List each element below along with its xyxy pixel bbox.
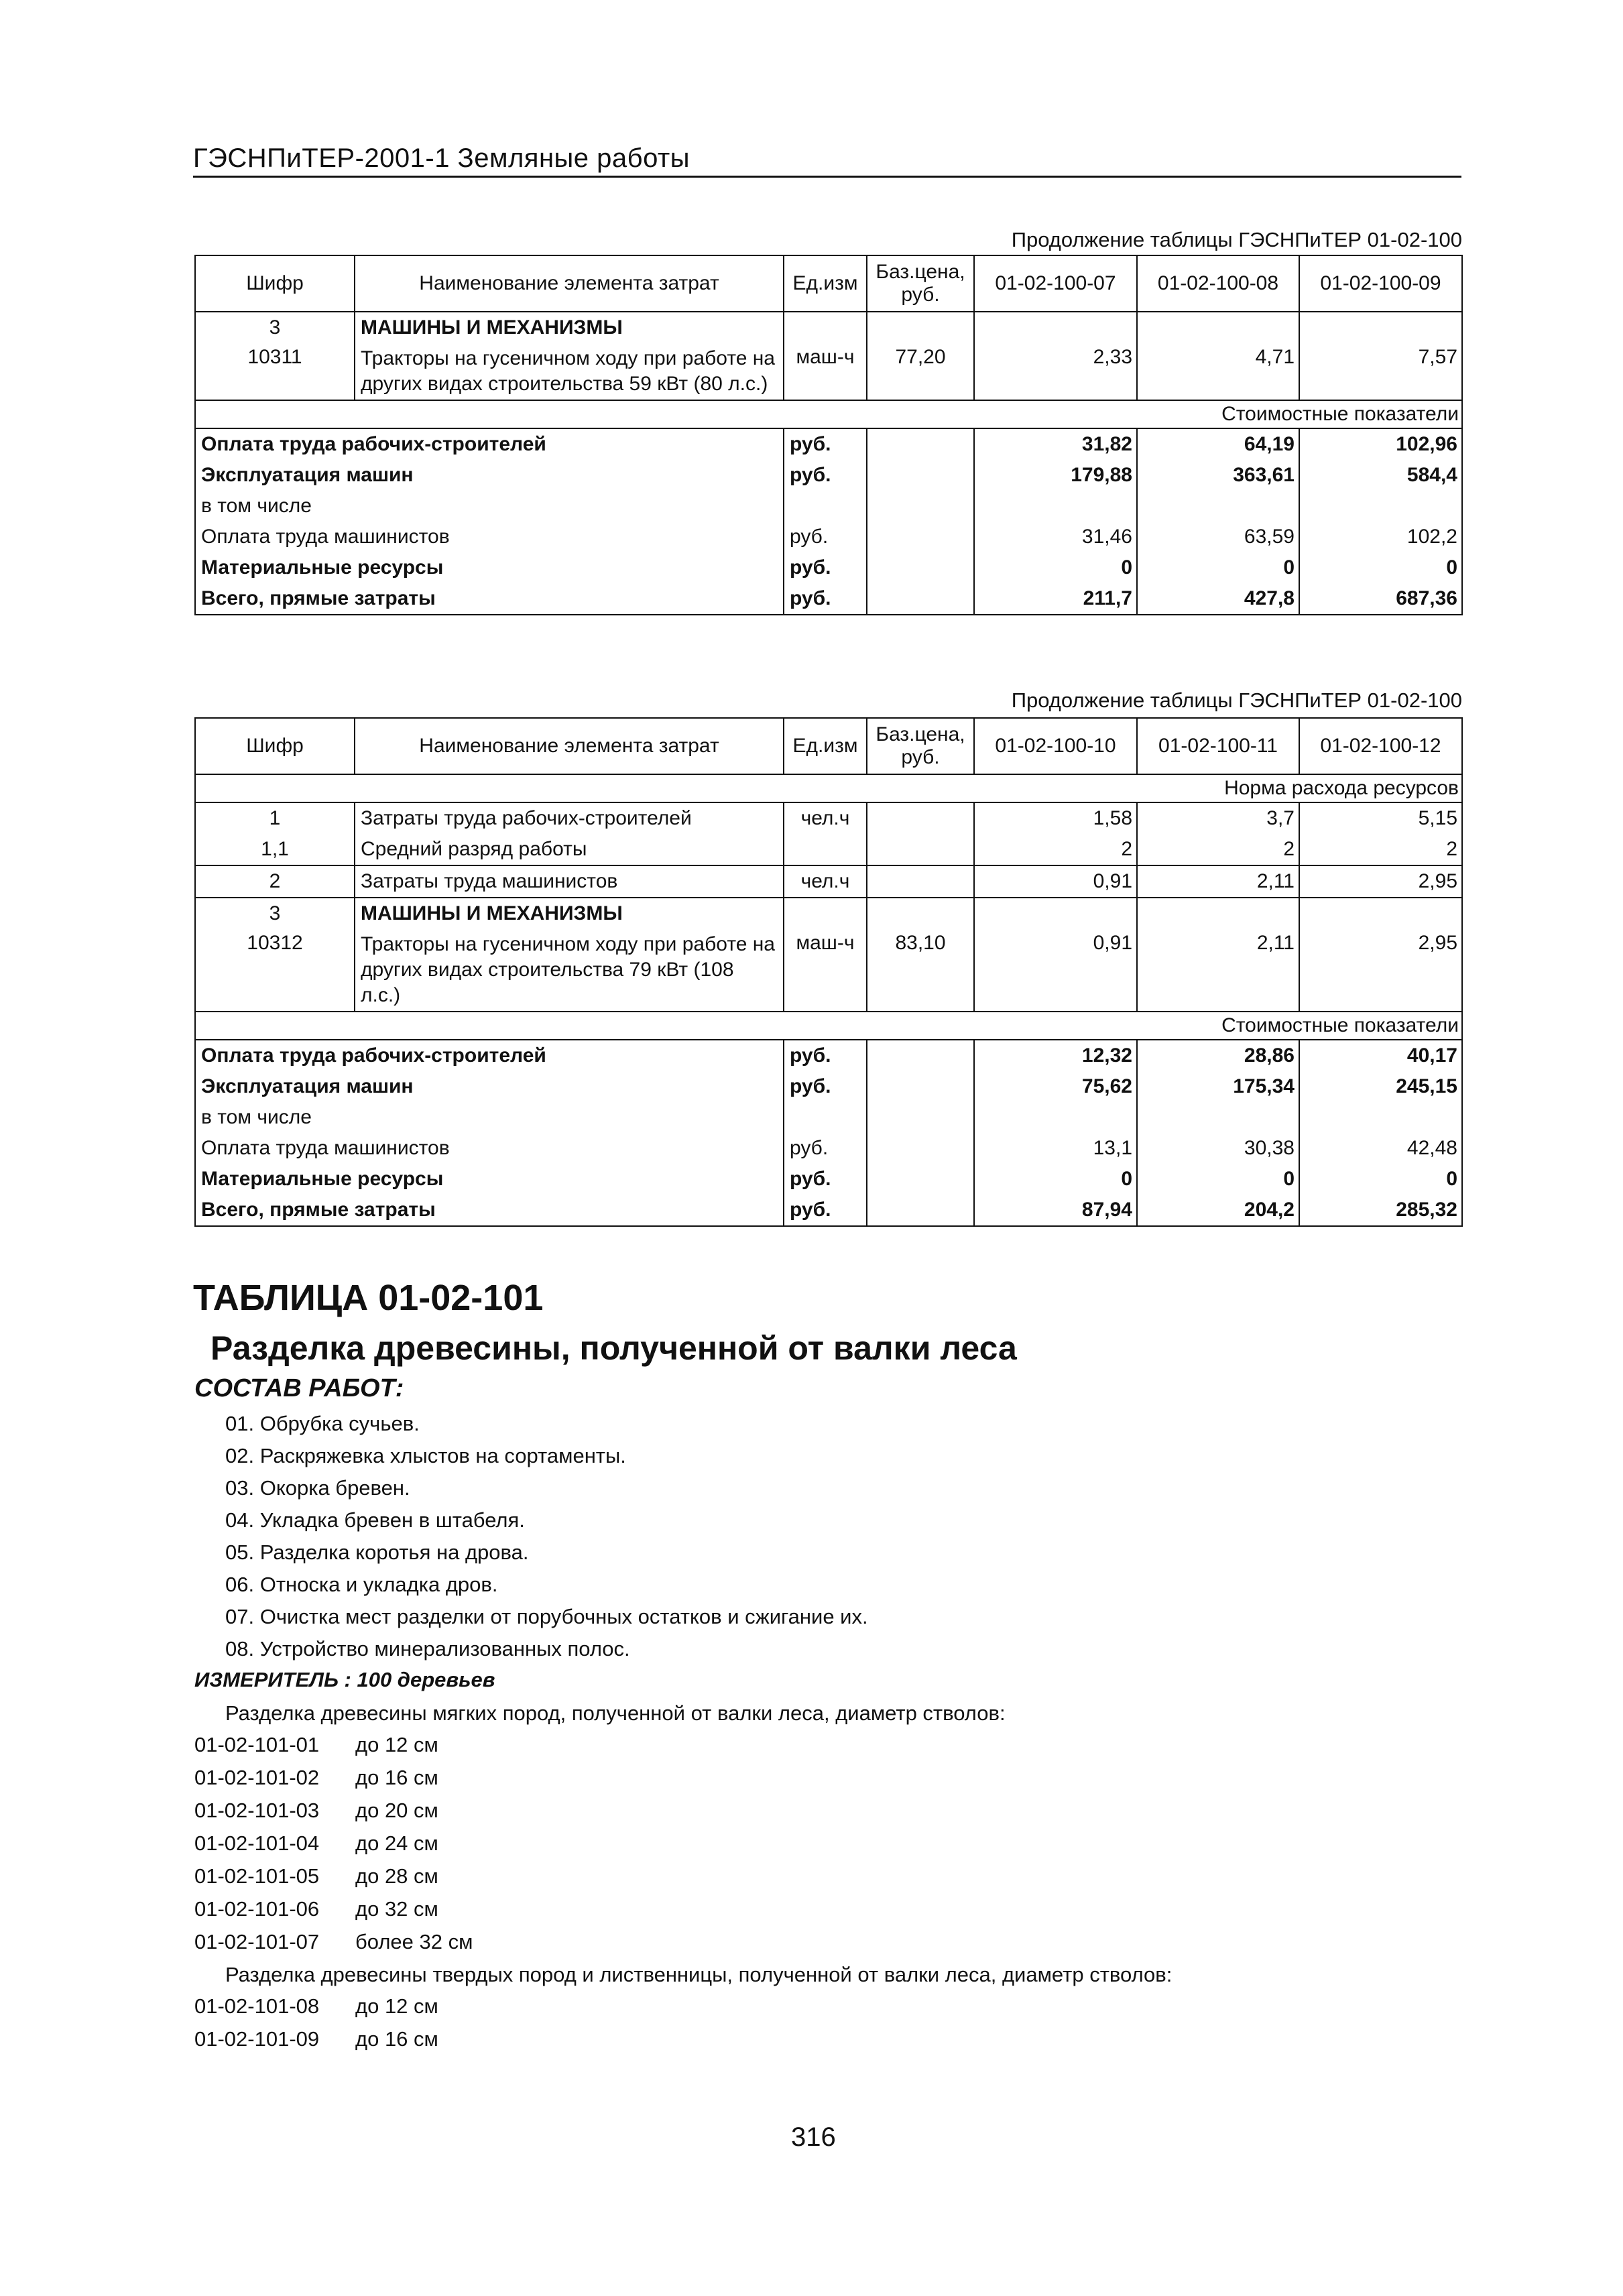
item-desc: до 28 см <box>355 1864 438 1888</box>
item-desc: до 16 см <box>355 2027 438 2051</box>
cell-unit: руб. <box>784 522 867 552</box>
list-item: 01. Обрубка сучьев. <box>225 1412 420 1435</box>
cell-value: 40,17 <box>1299 1040 1462 1071</box>
cell-name: Оплата труда машинистов <box>195 1133 784 1164</box>
item-code: 01-02-101-06 <box>194 1897 320 1921</box>
section-label: Стоимостные показатели <box>195 1012 1462 1040</box>
list-item: 04. Укладка бревен в штабеля. <box>225 1508 525 1532</box>
list-item <box>194 1925 473 1958</box>
cell-value: 2,95 <box>1299 929 1462 1012</box>
cell-unit: руб. <box>784 1071 867 1102</box>
col-price-header: Баз.цена, руб. <box>867 255 974 312</box>
table-row <box>195 491 1462 522</box>
cell-group-name: МАШИНЫ И МЕХАНИЗМЫ <box>355 312 784 343</box>
list-item: 05. Разделка коротья на дрова. <box>225 1540 529 1564</box>
cell-name: Тракторы на гусеничном ходу при работе на других видах строительства 59 кВт (80 л.с.) <box>355 343 784 400</box>
cell-name: Эксплуатация машин <box>195 460 784 491</box>
cell-value: 13,1 <box>974 1133 1137 1164</box>
cell-name: Эксплуатация машин <box>195 1071 784 1102</box>
list-item: 03. Окорка бревен. <box>225 1476 410 1500</box>
item-desc: более 32 см <box>355 1930 473 1953</box>
section-label-row <box>195 1012 1462 1040</box>
cell-name: Оплата труда рабочих-строителей <box>195 1040 784 1071</box>
cell-name: в том числе <box>195 491 784 522</box>
cell-value: 3,7 <box>1137 802 1299 834</box>
table2-continuation-label: Продолжение таблицы ГЭСНПиТЕР 01-02-100 <box>1011 688 1462 712</box>
cell-value: 0,91 <box>974 929 1137 1012</box>
col-price-header: Баз.цена, руб. <box>867 718 974 774</box>
cell-shifr: 1 <box>195 802 355 834</box>
cell-value: 0 <box>974 552 1137 583</box>
item-code: 01-02-101-04 <box>194 1831 320 1855</box>
list-item <box>194 1794 473 1827</box>
measurer-line: ИЗМЕРИТЕЛЬ : 100 деревьев <box>194 1668 495 1691</box>
cell-value: 2,95 <box>1299 865 1462 898</box>
cell-value: 0 <box>1299 1164 1462 1195</box>
table2 <box>194 717 1463 1227</box>
list-item <box>194 1761 473 1794</box>
cell-value: 30,38 <box>1137 1133 1299 1164</box>
cell-value: 584,4 <box>1299 460 1462 491</box>
cell-value: 2,11 <box>1137 865 1299 898</box>
cell-value: 0,91 <box>974 865 1137 898</box>
cell-unit: руб. <box>784 1040 867 1071</box>
cell-name: Оплата труда машинистов <box>195 522 784 552</box>
cell-name: Затраты труда рабочих-строителей <box>355 802 784 834</box>
running-header: ГЭСНПиТЕР-2001-1 Земляные работы <box>193 143 690 173</box>
item-desc: до 20 см <box>355 1799 438 1822</box>
cell-shifr: 3 <box>195 898 355 929</box>
list-item <box>194 1892 473 1925</box>
cell-value: 28,86 <box>1137 1040 1299 1071</box>
list-item <box>194 1728 473 1761</box>
col-code-header: 01-02-100-10 <box>974 718 1137 774</box>
cell-shifr: 10311 <box>195 343 355 400</box>
table-row <box>195 343 1462 400</box>
cell-value: 12,32 <box>974 1040 1137 1071</box>
table-row <box>195 834 1462 865</box>
cell-unit: руб. <box>784 583 867 615</box>
item-code: 01-02-101-03 <box>194 1799 320 1822</box>
list-item: 02. Раскряжевка хлыстов на сортаменты. <box>225 1444 626 1467</box>
section-label: Стоимостные показатели <box>195 400 1462 428</box>
cell-value: 31,46 <box>974 522 1137 552</box>
cell-name: Затраты труда машинистов <box>355 865 784 898</box>
table1-continuation-label: Продолжение таблицы ГЭСНПиТЕР 01-02-100 <box>1011 228 1462 251</box>
cell-shifr: 3 <box>195 312 355 343</box>
cell-value: 5,15 <box>1299 802 1462 834</box>
page-number: 316 <box>791 2122 836 2152</box>
cell-name: Средний разряд работы <box>355 834 784 865</box>
list-item <box>194 1990 438 2022</box>
cell-value: 87,94 <box>974 1195 1137 1226</box>
col-code-header: 01-02-100-08 <box>1137 255 1299 312</box>
cell-shifr: 2 <box>195 865 355 898</box>
table1-header-row <box>195 255 1462 312</box>
cell-value: 179,88 <box>974 460 1137 491</box>
cell-value: 64,19 <box>1137 428 1299 460</box>
table-title: ТАБЛИЦА 01-02-101 <box>193 1278 544 1318</box>
list-item: 06. Относка и укладка дров. <box>225 1573 498 1596</box>
table-row <box>195 1195 1462 1226</box>
works-heading: СОСТАВ РАБОТ: <box>194 1374 404 1402</box>
table-row <box>195 929 1462 1012</box>
table2-header-row <box>195 718 1462 774</box>
cell-group-name: МАШИНЫ И МЕХАНИЗМЫ <box>355 898 784 929</box>
item-code: 01-02-101-02 <box>194 1766 320 1789</box>
table-row <box>195 1102 1462 1133</box>
col-code-header: 01-02-100-09 <box>1299 255 1462 312</box>
hard-items-list <box>194 1990 438 2055</box>
cell-unit: руб. <box>784 1195 867 1226</box>
cell-shifr: 1,1 <box>195 834 355 865</box>
header-rule <box>193 176 1461 178</box>
table-row <box>195 1133 1462 1164</box>
table-subtitle: Разделка древесины, полученной от валки леса <box>211 1329 1017 1367</box>
table-row <box>195 460 1462 491</box>
table-row <box>195 865 1462 898</box>
cell-value: 175,34 <box>1137 1071 1299 1102</box>
cell-value: 245,15 <box>1299 1071 1462 1102</box>
cell-value: 285,32 <box>1299 1195 1462 1226</box>
cell-name: Оплата труда рабочих-строителей <box>195 428 784 460</box>
cell-name: Тракторы на гусеничном ходу при работе на других видах строительства 79 кВт (108 л.с.) <box>355 929 784 1012</box>
cell-value: 2,33 <box>974 343 1137 400</box>
col-unit-header: Ед.изм <box>784 718 867 774</box>
col-code-header: 01-02-100-07 <box>974 255 1137 312</box>
cell-value: 211,7 <box>974 583 1137 615</box>
item-code: 01-02-101-07 <box>194 1930 320 1953</box>
cell-price: 83,10 <box>867 929 974 1012</box>
cell-name: Материальные ресурсы <box>195 1164 784 1195</box>
cell-value: 75,62 <box>974 1071 1137 1102</box>
cell-unit: маш-ч <box>784 929 867 1012</box>
item-code: 01-02-101-01 <box>194 1733 320 1756</box>
cell-unit: руб. <box>784 1164 867 1195</box>
col-unit-header: Ед.изм <box>784 255 867 312</box>
table-row <box>195 312 1462 343</box>
cell-value: 2 <box>1299 834 1462 865</box>
cell-price: 77,20 <box>867 343 974 400</box>
table-row <box>195 552 1462 583</box>
cell-value: 7,57 <box>1299 343 1462 400</box>
cell-value: 687,36 <box>1299 583 1462 615</box>
cell-value: 102,96 <box>1299 428 1462 460</box>
norm-label: Норма расхода ресурсов <box>195 774 1462 802</box>
cell-value: 4,71 <box>1137 343 1299 400</box>
soft-items-list <box>194 1728 473 1958</box>
list-item: 08. Устройство минерализованных полос. <box>225 1637 630 1660</box>
item-desc: до 32 см <box>355 1897 438 1921</box>
cell-value: 363,61 <box>1137 460 1299 491</box>
col-code-header: 01-02-100-12 <box>1299 718 1462 774</box>
cell-name: Материальные ресурсы <box>195 552 784 583</box>
item-desc: до 16 см <box>355 1766 438 1789</box>
section-label-row <box>195 774 1462 802</box>
cell-value: 31,82 <box>974 428 1137 460</box>
cell-unit: чел.ч <box>784 865 867 898</box>
list-item <box>194 2022 438 2055</box>
table1 <box>194 255 1463 615</box>
cell-value: 0 <box>1299 552 1462 583</box>
table-row <box>195 583 1462 615</box>
cell-value: 1,58 <box>974 802 1137 834</box>
cell-value: 0 <box>1137 552 1299 583</box>
table-row <box>195 1071 1462 1102</box>
cell-name: Всего, прямые затраты <box>195 1195 784 1226</box>
cell-value: 2 <box>1137 834 1299 865</box>
item-desc: до 12 см <box>355 1994 438 2018</box>
hard-intro: Разделка древесины твердых пород и лиственницы, полученной от валки леса, диаметр стволов: <box>225 1963 1173 1986</box>
table-row <box>195 522 1462 552</box>
item-desc: до 12 см <box>355 1733 438 1756</box>
col-shifr-header: Шифр <box>195 718 355 774</box>
col-name-header: Наименование элемента затрат <box>355 718 784 774</box>
list-item <box>194 1860 473 1892</box>
cell-unit: чел.ч <box>784 802 867 834</box>
list-item: 07. Очистка мест разделки от порубочных остатков и сжигание их. <box>225 1605 868 1628</box>
cell-unit: руб. <box>784 1133 867 1164</box>
item-code: 01-02-101-09 <box>194 2027 320 2051</box>
cell-unit: руб. <box>784 460 867 491</box>
cell-value: 102,2 <box>1299 522 1462 552</box>
cell-value: 2,11 <box>1137 929 1299 1012</box>
table-row <box>195 898 1462 929</box>
cell-value: 204,2 <box>1137 1195 1299 1226</box>
cell-value: 427,8 <box>1137 583 1299 615</box>
cell-value: 42,48 <box>1299 1133 1462 1164</box>
col-name-header: Наименование элемента затрат <box>355 255 784 312</box>
item-desc: до 24 см <box>355 1831 438 1855</box>
cell-value: 0 <box>974 1164 1137 1195</box>
works-list <box>225 1408 868 1665</box>
cell-value: 2 <box>974 834 1137 865</box>
cell-unit: руб. <box>784 428 867 460</box>
table-row <box>195 1164 1462 1195</box>
section-label-row <box>195 400 1462 428</box>
cell-value: 63,59 <box>1137 522 1299 552</box>
table-row <box>195 1040 1462 1071</box>
item-code: 01-02-101-08 <box>194 1994 320 2018</box>
list-item <box>194 1827 473 1860</box>
cell-value: 0 <box>1137 1164 1299 1195</box>
item-code: 01-02-101-05 <box>194 1864 320 1888</box>
cell-unit: маш-ч <box>784 343 867 400</box>
table-row <box>195 802 1462 834</box>
col-code-header: 01-02-100-11 <box>1137 718 1299 774</box>
soft-intro: Разделка древесины мягких пород, полученной от валки леса, диаметр стволов: <box>225 1701 1006 1725</box>
table-row <box>195 428 1462 460</box>
cell-name: в том числе <box>195 1102 784 1133</box>
cell-unit: руб. <box>784 552 867 583</box>
col-shifr-header: Шифр <box>195 255 355 312</box>
cell-shifr: 10312 <box>195 929 355 1012</box>
cell-name: Всего, прямые затраты <box>195 583 784 615</box>
